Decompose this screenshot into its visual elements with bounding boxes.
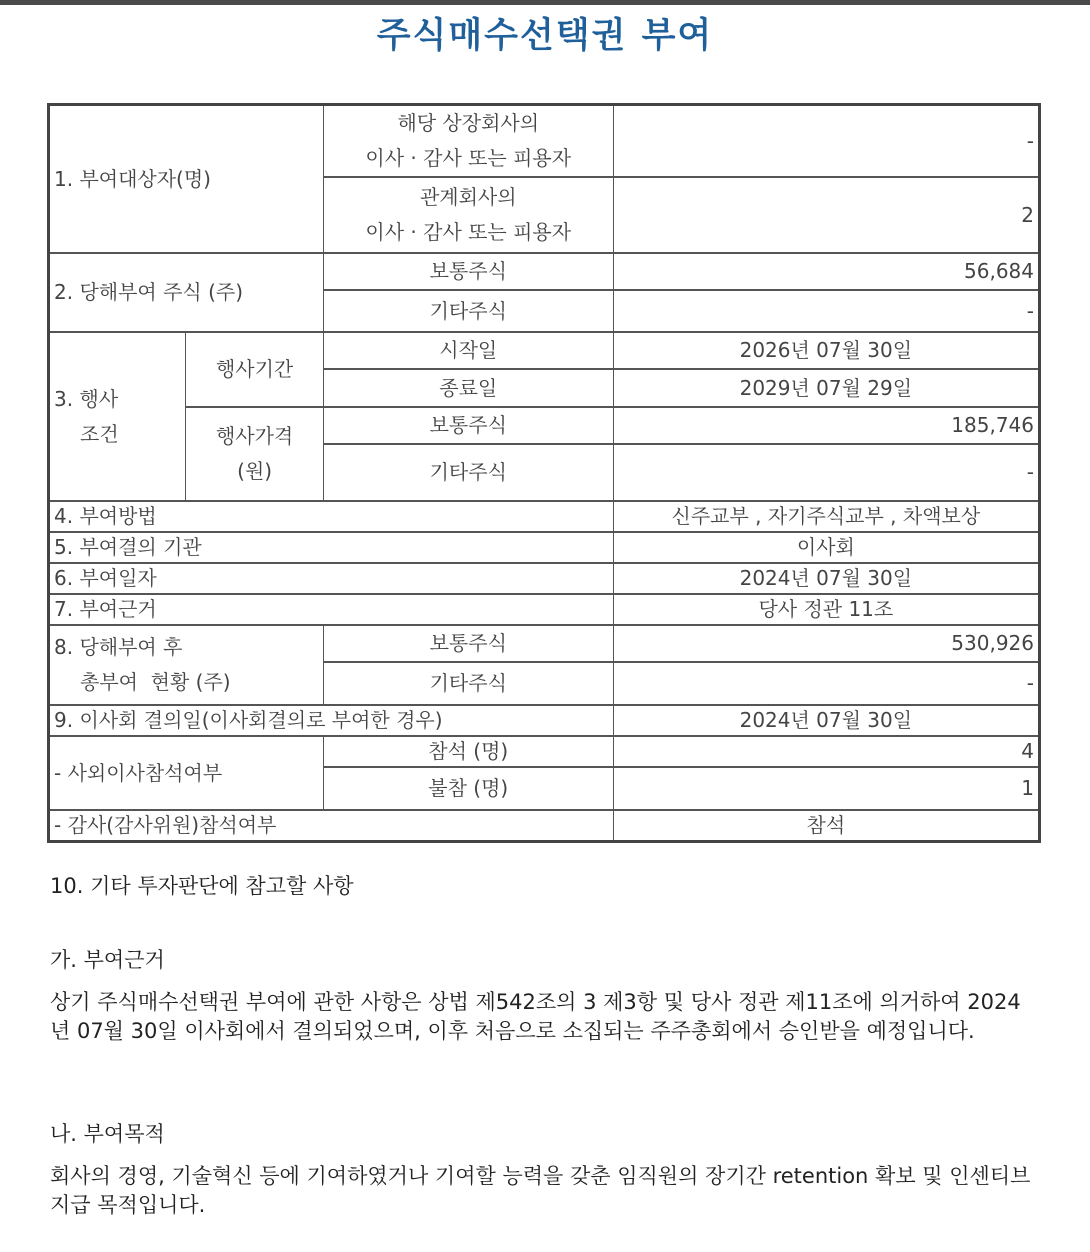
grant-basis-value: 당사 정관 11조 xyxy=(613,594,1039,625)
exercise-conditions-label xyxy=(49,332,186,501)
granted-common-label: 보통주식 xyxy=(323,253,613,290)
grant-purpose-heading: 나. 부여목적 xyxy=(50,1122,165,1146)
affiliate-company-value: 2 xyxy=(613,177,1039,253)
table-row xyxy=(49,407,1040,444)
grant-purpose-text: 회사의 경영, 기술혁신 등에 기여하였거나 기여할 능력을 갖춘 임직원의 장기간 retention 확보 및 인센티브 지급 목적입니다. xyxy=(50,1164,1031,1217)
total-grant-status-label xyxy=(49,625,324,705)
exercise-price-label xyxy=(186,407,323,501)
page-title: 주식매수선택권 부여 xyxy=(376,16,714,56)
table-row xyxy=(49,332,1040,369)
exercise-conditions-line2: 조건 xyxy=(80,421,119,446)
grant-table xyxy=(47,103,1041,843)
grant-basis-label: 7. 부여근거 xyxy=(49,594,614,625)
listed-company-value: - xyxy=(613,105,1039,178)
absent-value: 1 xyxy=(613,767,1039,810)
end-date-value: 2029년 07월 29일 xyxy=(613,369,1039,407)
price-other-label: 기타주식 xyxy=(323,444,613,501)
granted-other-label: 기타주식 xyxy=(323,290,613,332)
resolution-body-label: 5. 부여결의 기관 xyxy=(49,532,614,563)
total-common-value: 530,926 xyxy=(613,625,1039,662)
affiliate-company-label-line1: 관계회사의 xyxy=(419,185,517,209)
resolution-body-value: 이사회 xyxy=(613,532,1039,563)
board-resolution-date-label: 9. 이사회 결의일(이사회결의로 부여한 경우) xyxy=(49,705,614,736)
granted-other-value: - xyxy=(613,290,1039,332)
grant-date-value: 2024년 07월 30일 xyxy=(613,563,1039,594)
total-grant-status-line1: 8. 당해부여 후 xyxy=(54,635,183,659)
table-row xyxy=(49,705,1040,736)
auditor-attendance-value: 참석 xyxy=(613,810,1039,842)
table-row xyxy=(49,810,1040,842)
end-date-label: 종료일 xyxy=(323,369,613,407)
listed-company-label xyxy=(323,105,613,178)
absent-label: 불참 (명) xyxy=(323,767,613,810)
start-date-label: 시작일 xyxy=(323,332,613,369)
table-row xyxy=(49,501,1040,532)
table-row xyxy=(49,594,1040,625)
table-row xyxy=(49,563,1040,594)
exercise-conditions-line1: 3. 행사 xyxy=(54,386,119,411)
table-row xyxy=(49,625,1040,662)
table-row xyxy=(49,736,1040,767)
top-border xyxy=(0,0,1090,5)
total-other-value: - xyxy=(613,662,1039,705)
total-common-label: 보통주식 xyxy=(323,625,613,662)
granted-shares-label: 2. 당해부여 주식 (주) xyxy=(49,253,324,332)
table-row xyxy=(49,105,1040,178)
exercise-price-label-line2: (원) xyxy=(237,459,273,483)
exercise-price-label-line1: 행사가격 xyxy=(215,424,294,448)
start-date-value: 2026년 07월 30일 xyxy=(613,332,1039,369)
table-row xyxy=(49,532,1040,563)
table-row xyxy=(49,253,1040,290)
other-notes-heading: 10. 기타 투자판단에 참고할 사항 xyxy=(50,874,354,898)
grant-method-label: 4. 부여방법 xyxy=(49,501,614,532)
price-other-value: - xyxy=(613,444,1039,501)
auditor-attendance-label: - 감사(감사위원)참석여부 xyxy=(49,810,614,842)
grant-date-label: 6. 부여일자 xyxy=(49,563,614,594)
grant-basis-text: 상기 주식매수선택권 부여에 관한 사항은 상법 제542조의 3 제3항 및 당사 정관 제11조에 의거하여 2024년 07월 30일 이사회에서 결의되었으며, 이후 처음으로 소집되는 주주총회에서 승인받을 예정입니다. xyxy=(50,990,1021,1043)
price-common-value: 185,746 xyxy=(613,407,1039,444)
total-other-label: 기타주식 xyxy=(323,662,613,705)
grant-basis-heading: 가. 부여근거 xyxy=(50,948,165,972)
price-common-label: 보통주식 xyxy=(323,407,613,444)
grant-method-value: 신주교부 , 자기주식교부 , 차액보상 xyxy=(613,501,1039,532)
listed-company-label-line1: 해당 상장회사의 xyxy=(397,111,540,135)
board-resolution-date-value: 2024년 07월 30일 xyxy=(613,705,1039,736)
affiliate-company-label xyxy=(323,177,613,253)
attend-label: 참석 (명) xyxy=(323,736,613,767)
granted-common-value: 56,684 xyxy=(613,253,1039,290)
listed-company-label-line2: 이사 · 감사 또는 피용자 xyxy=(365,146,572,170)
total-grant-status-line2: 총부여 현황 (주) xyxy=(80,670,231,694)
grantee-count-label: 1. 부여대상자(명) xyxy=(49,105,324,254)
outside-director-attendance-label: - 사외이사참석여부 xyxy=(49,736,324,810)
exercise-period-label: 행사기간 xyxy=(186,332,323,407)
affiliate-company-label-line2: 이사 · 감사 또는 피용자 xyxy=(365,220,572,244)
attend-value: 4 xyxy=(613,736,1039,767)
